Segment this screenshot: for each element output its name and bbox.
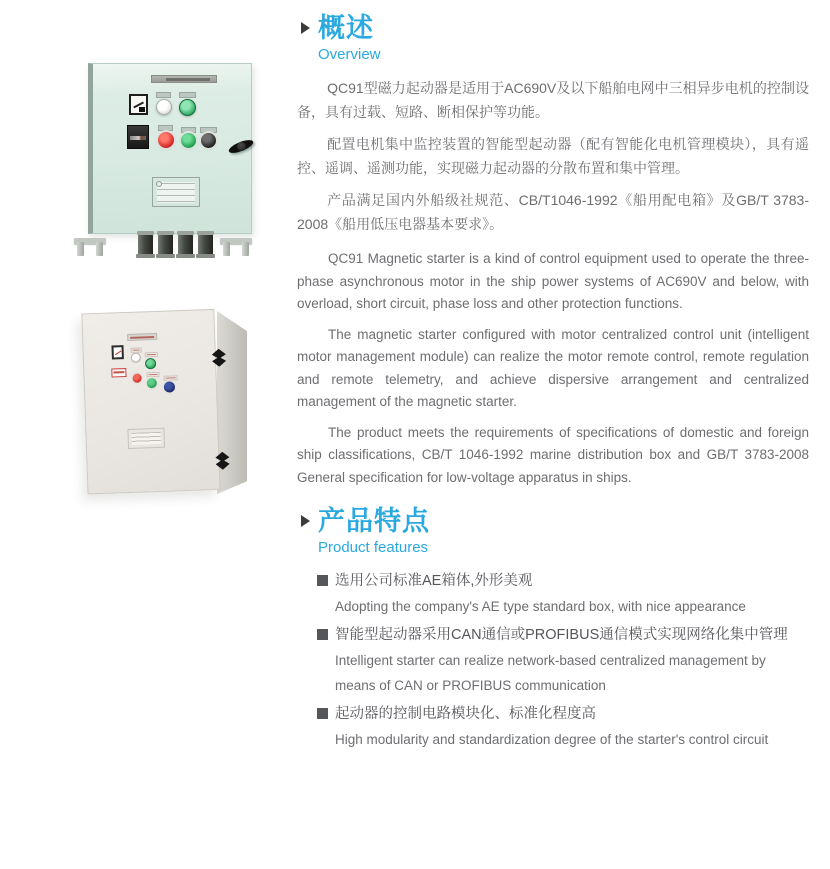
cable-gland bbox=[178, 234, 193, 256]
indicator-lamp-white bbox=[131, 353, 141, 363]
stop-pushbutton bbox=[158, 132, 174, 148]
features-title-en: Product features bbox=[318, 539, 429, 556]
overview-english-paragraphs bbox=[297, 248, 809, 489]
circuit-breaker bbox=[127, 125, 149, 149]
ammeter-gauge bbox=[129, 94, 148, 115]
section-marker-icon bbox=[301, 515, 310, 527]
lamp-label-tag bbox=[156, 92, 171, 98]
page-content bbox=[297, 12, 809, 755]
button-label-tag bbox=[146, 372, 159, 377]
overview-title-en: Overview bbox=[318, 46, 381, 63]
feature-zh-text: 智能型起动器采用CAN通信或PROFIBUS通信模式实现网络化集中管理 bbox=[335, 627, 788, 643]
paragraph-en: QC91 Magnetic starter is a kind of control equipment used to operate the three-phase asynchronous motor in the ship power systems of AC690V and below, with overload, short circuit, phase loss and other protection functions. bbox=[297, 251, 809, 311]
cable-gland bbox=[198, 234, 213, 256]
mounting-bracket bbox=[220, 238, 252, 244]
warning-label bbox=[111, 368, 126, 378]
reset-pushbutton bbox=[201, 133, 216, 148]
mounting-bracket bbox=[74, 238, 106, 244]
product-photo-perspective-view bbox=[70, 288, 285, 510]
button-label-tag bbox=[164, 375, 178, 380]
feature-en-text: High modularity and standardization degree of the starter's control circuit bbox=[335, 732, 769, 747]
cable-gland bbox=[158, 234, 173, 256]
cable-gland bbox=[138, 234, 153, 256]
feature-item bbox=[317, 622, 809, 698]
start-pushbutton bbox=[147, 378, 157, 388]
section-marker-icon bbox=[301, 22, 310, 34]
feature-zh-line bbox=[317, 701, 809, 727]
product-photo-front-view bbox=[60, 46, 305, 271]
indicator-lamp-green bbox=[179, 99, 196, 116]
control-box-enclosure bbox=[88, 63, 252, 234]
feature-zh-text: 起动器的控制电路模块化、标准化程度高 bbox=[335, 706, 596, 722]
rating-nameplate bbox=[152, 177, 200, 207]
square-bullet-icon bbox=[317, 708, 328, 719]
ammeter-gauge bbox=[111, 345, 123, 359]
square-bullet-icon bbox=[317, 629, 328, 640]
rating-nameplate bbox=[127, 428, 165, 449]
start-pushbutton bbox=[181, 133, 196, 148]
paragraph-zh: 产品满足国内外船级社规范、CB/T1046-1992《船用配电箱》及GB/T 3783-2008《船用低压电器基本要求》。 bbox=[297, 192, 809, 232]
control-box-enclosure bbox=[81, 309, 220, 495]
features-section bbox=[297, 505, 809, 752]
control-pushbutton bbox=[164, 381, 175, 392]
indicator-lamp-white bbox=[156, 99, 172, 115]
feature-item bbox=[317, 568, 809, 619]
indicator-lamp-green bbox=[145, 358, 156, 369]
stop-pushbutton bbox=[132, 374, 141, 383]
feature-en-text: Intelligent starter can realize network-based centralized management by means of CAN or PROFIBUS communication bbox=[335, 653, 766, 693]
features-title-zh: 产品特点 bbox=[318, 506, 430, 536]
paragraph-zh: 配置电机集中监控装置的智能型起动器（配有智能化电机管理模块），具有遥控、遥调、遥测功能，实现磁力起动器的分散布置和集中管理。 bbox=[297, 136, 809, 176]
features-header bbox=[297, 505, 809, 557]
rotary-switch-handle bbox=[228, 136, 254, 156]
lamp-label-tag bbox=[145, 352, 158, 357]
paragraph-en: The magnetic starter configured with motor centralized control unit (intelligent motor management module) can realize the motor remote control, remote regulation and remote telemetry, and achieve dispersive arrangement and centralized management of the magnetic starter. bbox=[297, 326, 809, 409]
paragraph-zh: QC91型磁力起动器是适用于AC690V及以下船舶电网中三相异步电机的控制设备，具有过载、短路、断相保护等功能。 bbox=[297, 80, 809, 120]
feature-zh-line bbox=[317, 568, 809, 594]
paragraph-en: The product meets the requirements of specifications of domestic and foreign ship classifications, CB/T 1046-1992 marine distribution box and GB/T 3783-2008 General specification for low-voltage apparatus in ships. bbox=[297, 424, 809, 485]
feature-zh-text: 选用公司标准AE箱体,外形美观 bbox=[335, 573, 533, 589]
nameplate-strip bbox=[151, 75, 217, 83]
lamp-label-tag bbox=[179, 92, 196, 98]
feature-list bbox=[317, 568, 809, 752]
overview-title-zh: 概述 bbox=[318, 13, 374, 43]
overview-header bbox=[297, 12, 809, 64]
feature-en-text: Adopting the company's AE type standard box, with nice appearance bbox=[335, 599, 746, 614]
square-bullet-icon bbox=[317, 575, 328, 586]
nameplate-strip bbox=[127, 333, 157, 341]
overview-chinese-paragraphs bbox=[297, 76, 809, 236]
button-label-tag bbox=[158, 125, 173, 131]
overview-section bbox=[297, 12, 809, 489]
feature-item bbox=[317, 701, 809, 752]
feature-zh-line bbox=[317, 622, 809, 648]
